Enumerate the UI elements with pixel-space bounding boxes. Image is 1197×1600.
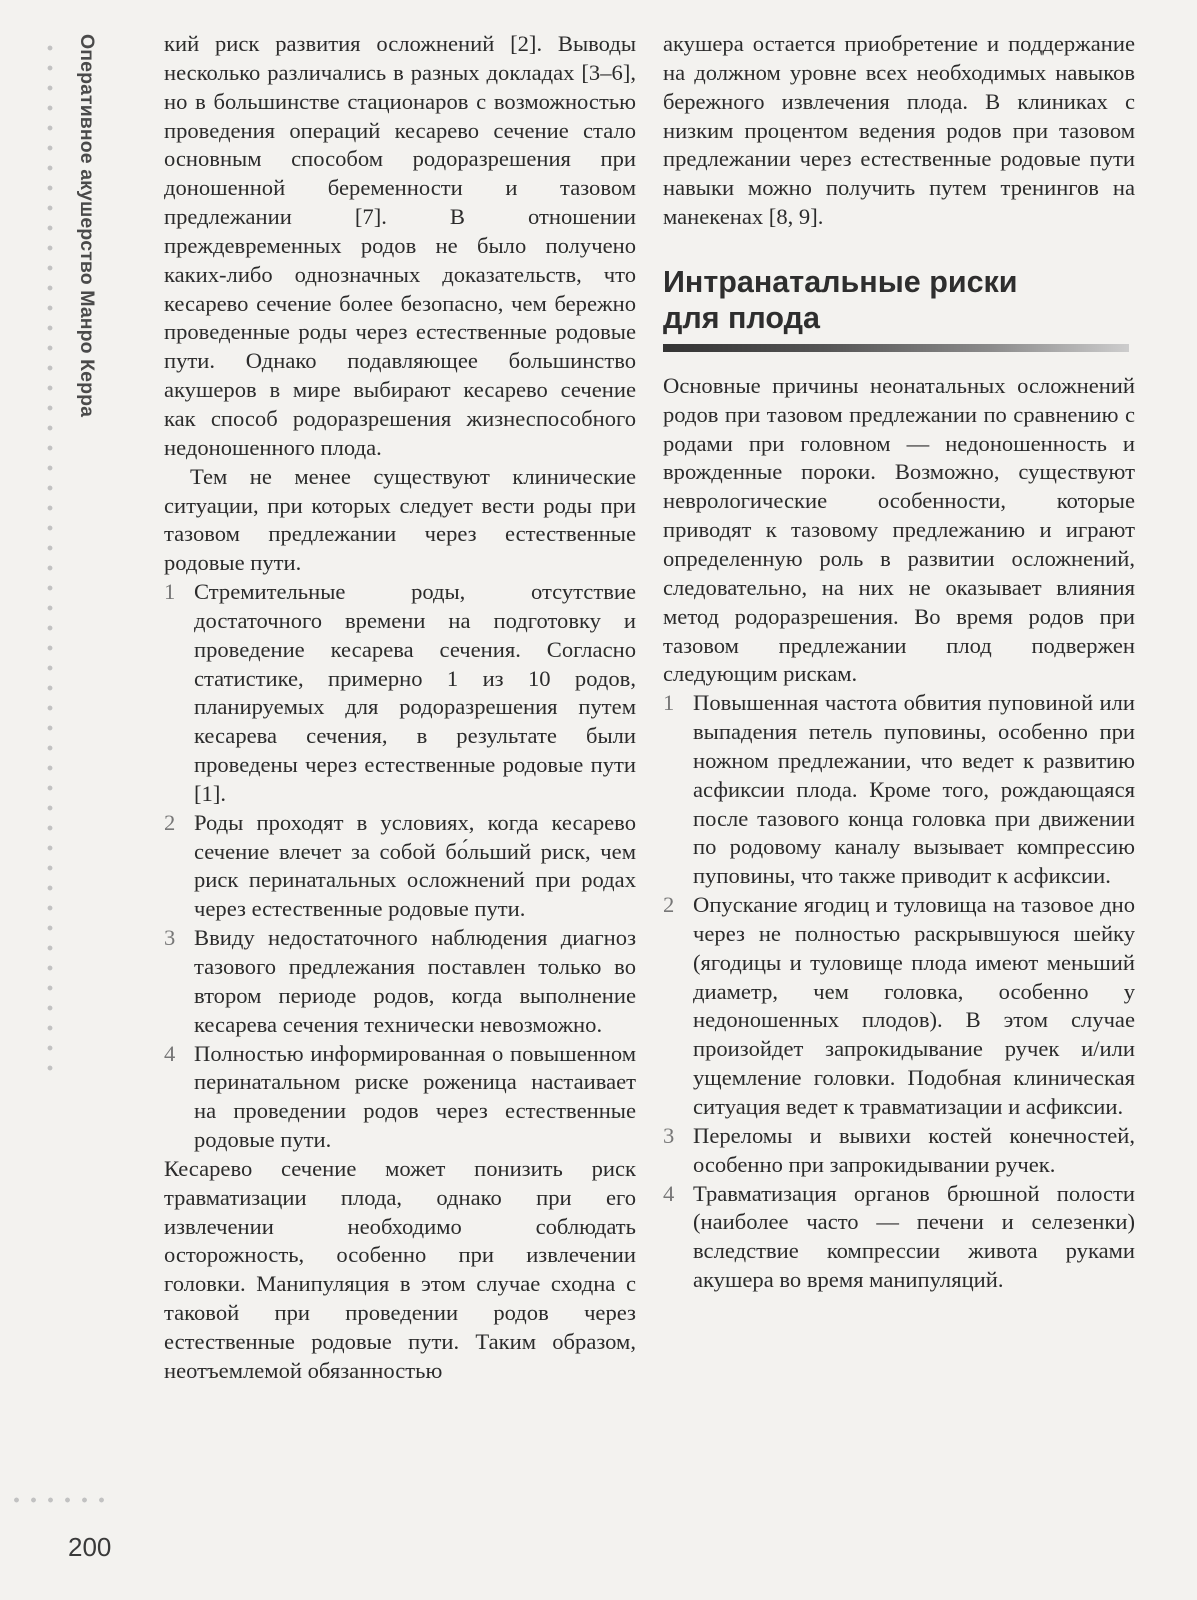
paragraph: Кесарево сечение может понизить риск травматизации плода, однако при его извлечении необходимо соблюдать осторожность, особенно при извлечении головки. Манипуляция в этом случае сходна с таковой при проведении родов через естественные родовые пути. Таким образом, неотъемлемой обязанностью — [164, 1155, 636, 1383]
list-item — [663, 689, 1135, 891]
list-number: 3 — [164, 925, 176, 951]
paragraph: Основные причины неонатальных осложнений родов при тазовом предлежании по сравнению с родами при головном — недоношенность и врожденные пороки. Возможно, существуют неврологические особенности, которые приводят к тазовому предлежанию и играют определенную роль в развитии осложнений, следовательно, на них не оказывает влияния метод родоразрешения. Во время родов при тазовом предлежании плод подвержен следующим рискам. — [663, 372, 1135, 687]
running-header: Оперативное акушерство Манро Керра — [76, 34, 98, 418]
list-number: 4 — [164, 1040, 176, 1066]
paragraph: акушера остается приобретение и поддержание на должном уровне всех необходимых навыков бережного извлечения плода. В клиниках с низким процентом ведения родов при тазовом предлежании через естественные родовые пути навыки можно получить путем тренингов на манекенах [8, 9]. — [663, 31, 1135, 230]
page-number: 200 — [68, 1532, 112, 1562]
numbered-list — [164, 578, 636, 1155]
section-heading — [663, 264, 1135, 336]
list-item-text: Повышенная частота обвития пуповиной или выпадения петель пуповины, особенно при ножном предлежании, что ведет к развитию асфиксии плода. Кроме того, рождающаяся после тазового конца головка при движении по родовому каналу вызывает компрессию пуповины, что также приводит к асфиксии. — [693, 690, 1135, 889]
list-item-text: Полностью информированная о повышенном перинатальном риске роженица настаивает на проведении родов через естественные родовые пути. — [194, 1040, 636, 1153]
list-item-text: Травматизация органов брюшной полости (наиболее часто — печени и селезенки) вследствие компрессии живота руками акушера во время манипуляций. — [693, 1180, 1135, 1293]
left-column — [164, 30, 636, 1386]
list-number: 1 — [164, 579, 176, 605]
numbered-list — [663, 689, 1135, 1295]
list-number: 2 — [164, 809, 176, 835]
list-item — [164, 924, 636, 1039]
list-item — [164, 809, 636, 924]
margin-dots-vertical — [46, 38, 54, 1078]
list-number: 1 — [663, 690, 675, 716]
list-number: 2 — [663, 892, 675, 918]
section-heading-line: для плода — [663, 300, 820, 335]
list-item — [663, 1180, 1135, 1295]
section-heading-line: Интранатальные риски — [663, 264, 1018, 299]
heading-rule — [663, 344, 1129, 352]
list-item-text: Переломы и вывихи костей конечностей, особенно при запрокидывании ручек. — [693, 1122, 1135, 1177]
paragraph: кий риск развития осложнений [2]. Выводы несколько различались в разных докладах [3–6], но в большинстве стационаров с возможностью проведения операций кесарево сечение стало основным способом родоразрешения при доношенной беременности и тазовом предлежании [7]. В отношении преждевременных родов не было получено каких-либо однозначных доказательств, что кесарево сечение более безопасно, чем бережно проведенные роды через естественные родовые пути. Однако подавляющее большинство акушеров в мире выбирают кесарево сечение как способ родоразрешения жизнеспособного недоношенного плода. — [164, 31, 636, 460]
list-item — [663, 1122, 1135, 1180]
list-item — [164, 1040, 636, 1155]
list-item — [663, 891, 1135, 1122]
list-number: 3 — [663, 1122, 675, 1148]
list-number: 4 — [663, 1180, 675, 1206]
list-item-text: Роды проходят в условиях, когда кесарево сечение влечет за собой бо́льший риск, чем риск перинатальных осложнений при родах через естественные родовые пути. — [194, 809, 636, 922]
list-item-text: Опускание ягодиц и туловища на тазовое дно через не полностью раскрывшуюся шейку (ягодицы и туловище плода имеют меньший диаметр, чем головка, особенно у недоношенных плодов). В этом случае произойдет запрокидывание ручек и/или ущемление головки. Подобная клиническая ситуация ведет к травматизации и асфиксии. — [693, 892, 1135, 1119]
right-column — [663, 30, 1135, 1295]
list-item-text: Ввиду недостаточного наблюдения диагноз тазового предлежания поставлен только во втором периоде родов, когда выполнение кесарева сечения технически невозможно. — [194, 925, 636, 1037]
paragraph: Тем не менее существуют клинические ситуации, при которых следует вести роды при тазовом предлежании через естественные родовые пути. — [164, 463, 636, 576]
list-item-text: Стремительные роды, отсутствие достаточного времени на подготовку и проведение кесарева сечения. Согласно статистике, примерно 1 из 10 родов, планируемых для родоразрешения путем кесарева сечения, в результате были проведены через естественные родовые пути [1]. — [194, 579, 636, 806]
list-item — [164, 578, 636, 809]
margin-dots-horizontal — [8, 1496, 108, 1504]
